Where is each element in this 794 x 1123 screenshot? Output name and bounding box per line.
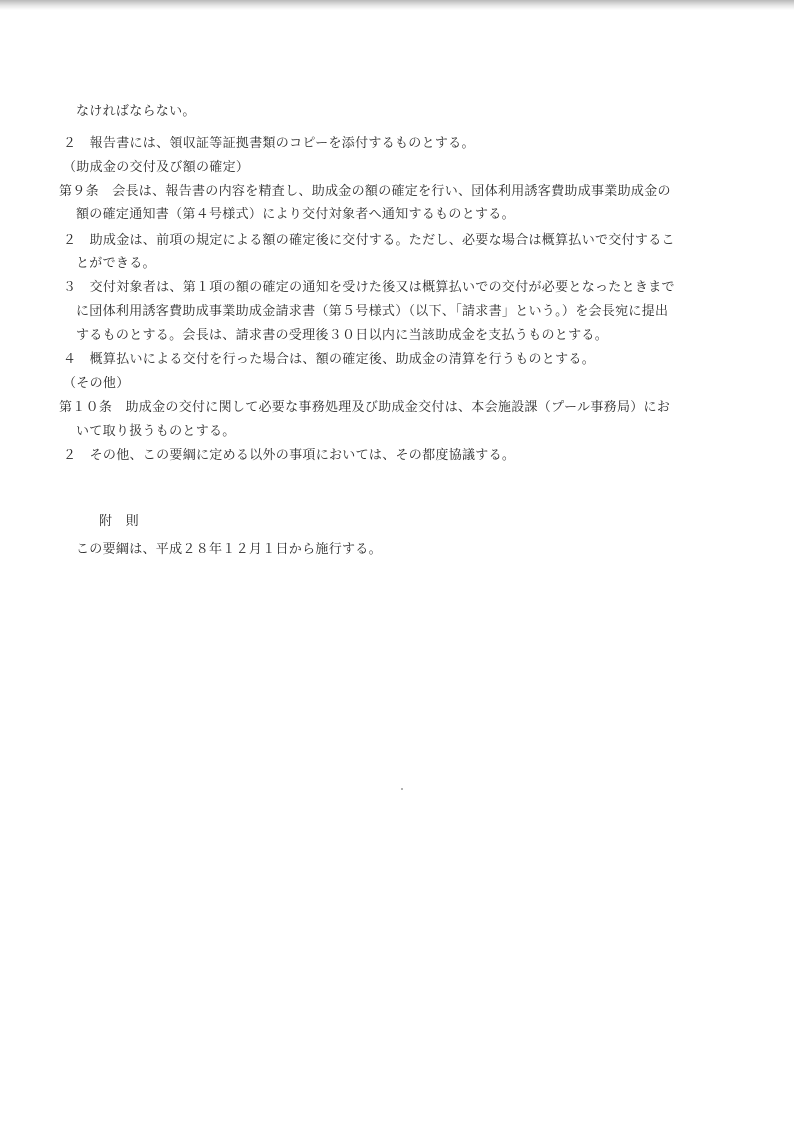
body-line: 額の確定通知書（第４号様式）により交付対象者へ通知するものとする。	[76, 207, 515, 222]
body-line: ２ 報告書には、領収証等証拠書類のコピーを添付するものとする。	[63, 136, 475, 151]
body-line: ２ その他、この要綱に定める以外の事項においては、その都度協議する。	[63, 448, 516, 463]
body-line: とができる。	[76, 256, 156, 271]
body-line: するものとする。会長は、請求書の受理後３０日以内に当該助成金を支払うものとする。	[76, 328, 609, 343]
section-heading: （その他）	[63, 376, 130, 391]
article-9: 第９条 会長は、報告書の内容を精査し、助成金の額の確定を行い、団体利用誘客費助成事業助成金の	[59, 184, 671, 199]
body-line: いて取り扱うものとする。	[76, 424, 236, 439]
body-line: ３ 交付対象者は、第１項の額の確定の通知を受けた後又は概算払いでの交付が必要となったときまで	[63, 280, 675, 295]
supplementary-heading: 附 則	[99, 514, 139, 529]
section-heading: （助成金の交付及び額の確定）	[63, 160, 250, 175]
body-line: に団体利用誘客費助成事業助成金請求書（第５号様式）（以下、「請求書」という。）を会長宛に提出	[76, 304, 669, 319]
body-line: ４ 概算払いによる交付を行った場合は、額の確定後、助成金の清算を行うものとする。	[63, 352, 596, 367]
body-line: なければならない。	[76, 104, 196, 119]
article-10: 第１０条 助成金の交付に関して必要な事務処理及び助成金交付は、本会施設課（プール事務局）にお	[59, 400, 671, 415]
supplementary-text: この要綱は、平成２８年１２月１日から施行する。	[76, 542, 382, 557]
scan-speck	[401, 788, 403, 790]
body-line: ２ 助成金は、前項の規定による額の確定後に交付する。ただし、必要な場合は概算払いで交付するこ	[63, 233, 675, 248]
